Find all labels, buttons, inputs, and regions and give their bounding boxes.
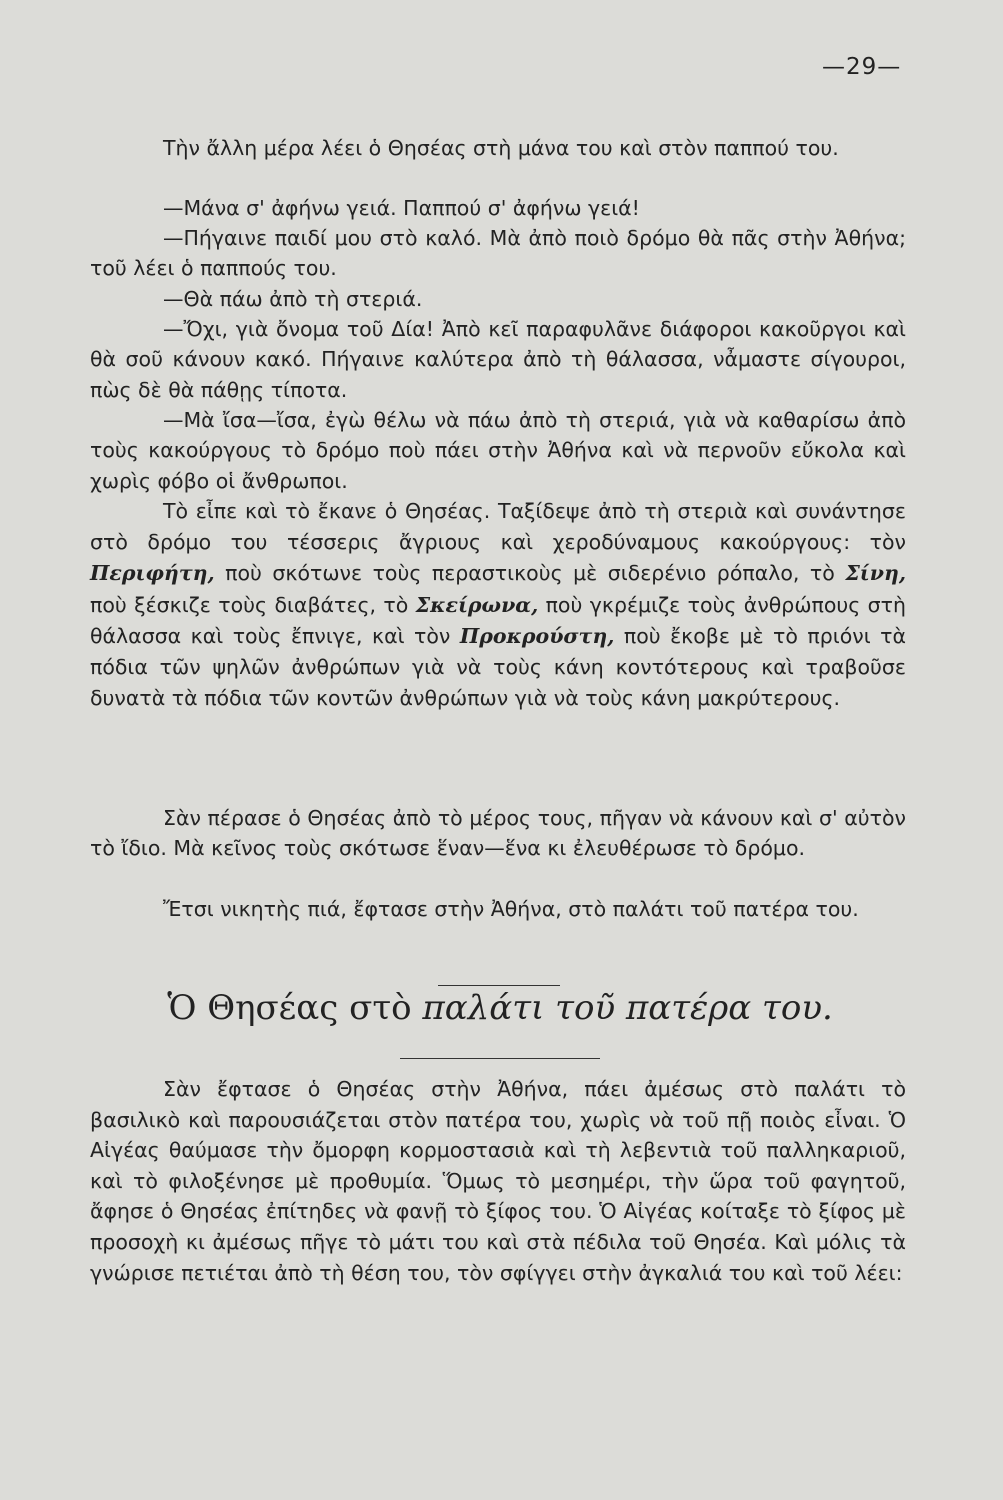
villains-text-4: ποὺ γκρέμιζε τοὺς ἀνθρώπους στὴ θάλασσα καὶ τοὺς ἔπνιγε, καὶ τὸν [90, 592, 906, 648]
villains-text-3: ποὺ ξέσκιζε τοὺς διαβάτες, τὸ [90, 592, 416, 617]
villains-text-5: ποὺ ἔκοβε μὲ τὸ πριόνι τὰ πόδια τῶν ψηλῶν ἀνθρώπων γιὰ νὰ τοὺς κάνη κοντότερους καὶ τραβοῦσε δυνατὰ τὰ πόδια τῶν κοντῶν ἀνθρώπων γιὰ νὰ τοὺς κάνη μακρύτερους. [90, 623, 906, 711]
heading-rule-top [438, 985, 560, 986]
heading-rule-bottom [400, 1058, 600, 1059]
paragraph-5: —Ὄχι, γιὰ ὄνομα τοῦ Δία! Ἀπὸ κεῖ παραφυλᾶνε διάφοροι κακοῦργοι καὶ θὰ σοῦ κάνουν κακό. Πήγαινε καλύτερα ἀπὸ τὴ θάλασσα, νἆμαστε σίγουροι, πὼς δὲ θὰ πάθῃς τίποτα. [90, 317, 906, 402]
paragraph-8: Ἔτσι νικητὴς πιά, ἔφτασε στὴν Ἀθήνα, στὸ παλάτι τοῦ πατέρα του. [163, 897, 859, 921]
villain-name-sinis: Σίνη, [845, 561, 906, 586]
paragraph-4: —Θὰ πάω ἀπὸ τὴ στεριά. [163, 287, 423, 311]
paragraph-6: —Μὰ ἴσα—ἴσα, ἐγὼ θέλω νὰ πάω ἀπὸ τὴ στεριά, γιὰ νὰ καθαρίσω ἀπὸ τοὺς κακούργους τὸ δρόμο ποὺ πάει στὴν Ἀθήνα καὶ νὰ περνοῦν εὔκολα καὶ χωρὶς φόβο οἱ ἄνθρωποι. [90, 408, 906, 493]
paragraph-2: —Μάνα σ' ἀφήνω γειά. Παππού σ' ἀφήνω γειά! [163, 196, 640, 220]
paragraph-1: Τὴν ἄλλη μέρα λέει ὁ Θησέας στὴ μάνα του καὶ στὸν παππού του. [163, 136, 839, 160]
paragraph-3: —Πήγαινε παιδί μου στὸ καλό. Μὰ ἀπὸ ποιὸ δρόμο θὰ πᾶς στὴν Ἀθήνα; τοῦ λέει ὁ παππούς του. [90, 226, 906, 281]
heading-part-1: Ὁ Θησέας στὸ [167, 988, 423, 1028]
heading-part-2: παλάτι τοῦ πατέρα του. [422, 988, 833, 1028]
paragraph-7: Σὰν πέρασε ὁ Θησέας ἀπὸ τὸ μέρος τους, πῆγαν νὰ κάνουν καὶ σ' αὐτὸν τὸ ἴδιο. Μὰ κεῖνος τοὺς σκότωσε ἕναν—ἕνα κι ἐλευθέρωσε τὸ δρόμο. [90, 806, 906, 861]
section-heading [100, 988, 900, 1028]
villain-name-procrustes: Προκρούστη, [459, 623, 615, 648]
villains-text-2: ποὺ σκότωνε τοὺς περαστικοὺς μὲ σιδερένιο ρόπαλο, τὸ [214, 561, 846, 586]
villain-name-skiron: Σκείρωνα, [415, 592, 539, 617]
paragraph-villains [90, 496, 906, 714]
villains-text-1: Τὸ εἶπε καὶ τὸ ἔκανε ὁ Θησέας. Ταξίδεψε ἀπὸ τὴ στεριὰ καὶ συνάντησε στὸ δρόμο του τέσσερις ἄγριους καὶ χεροδύναμους κακούργους: τὸν [90, 499, 906, 555]
page-number: —29— [822, 54, 902, 80]
villain-name-periphetes: Περιφήτη, [90, 561, 215, 586]
paragraph-final: Σὰν ἔφτασε ὁ Θησέας στὴν Ἀθήνα, πάει ἀμέσως στὸ παλάτι τὸ βασιλικὸ καὶ παρουσιάζεται στὸν πατέρα του, χωρὶς νὰ τοῦ πῇ ποιὸς εἶναι. Ὁ Αἰγέας θαύμασε τὴν ὄμορφη κορμοστασιὰ καὶ τὴ λεβεντιὰ τοῦ παλληκαριοῦ, καὶ τὸ φιλοξένησε μὲ προθυμία. Ὅμως τὸ μεσημέρι, τὴν ὥρα τοῦ φαγητοῦ, ἄφησε ὁ Θησέας ἐπίτηδες νὰ φανῇ τὸ ξίφος του. Ὁ Αἰγέας κοίταξε τὸ ξίφος μὲ προσοχὴ κι ἀμέσως πῆγε τὸ μάτι του καὶ στὰ πέδιλα τοῦ Θησέα. Καὶ μόλις τὰ γνώρισε πετιέται ἀπὸ τὴ θέση του, τὸν σφίγγει στὴν ἀγκαλιά του καὶ τοῦ λέει: [90, 1077, 906, 1285]
